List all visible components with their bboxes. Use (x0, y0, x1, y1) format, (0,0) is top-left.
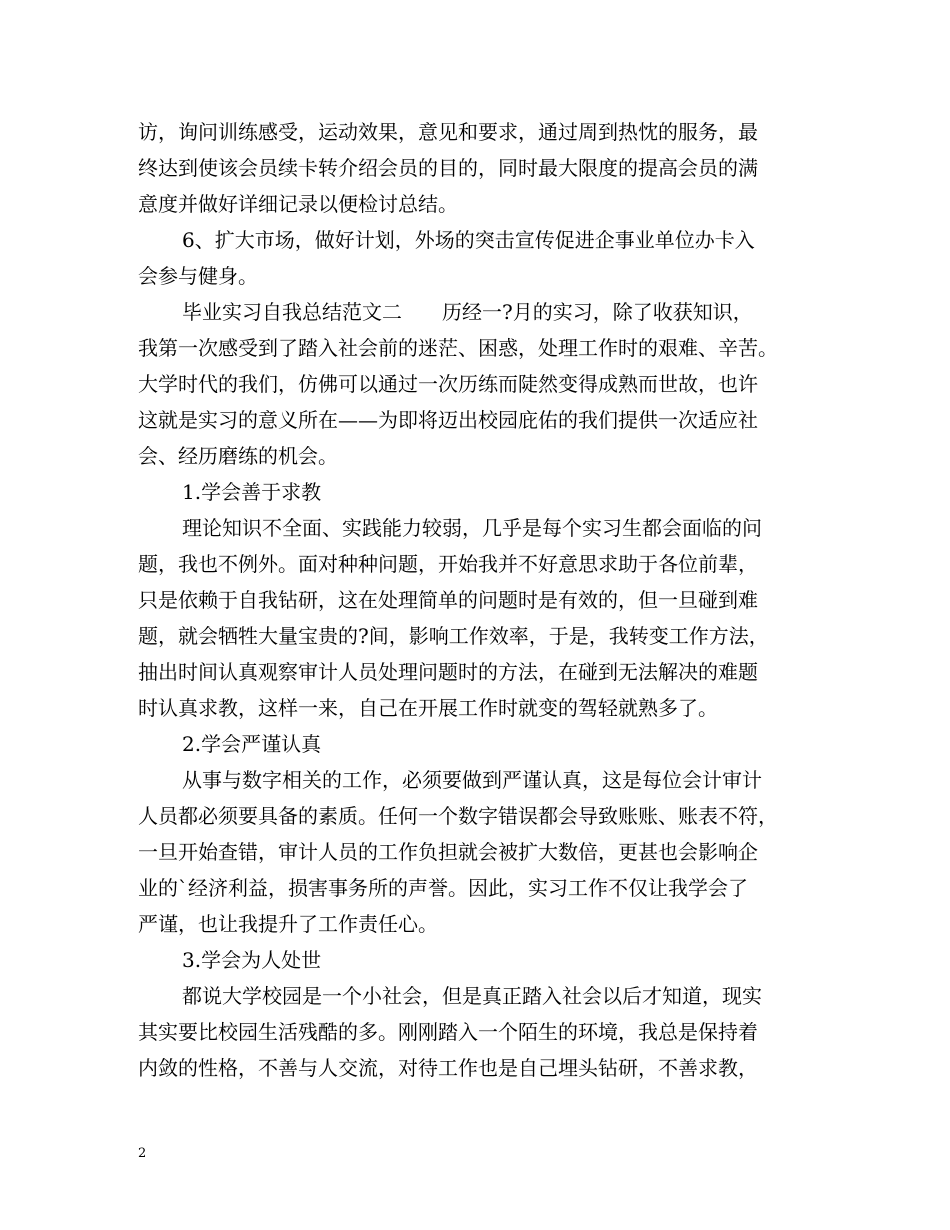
text-line: 内敛的性格，不善与人交流，对待工作也是自己埋头钻研，不善求教， (138, 1056, 758, 1080)
text-line: 访，询问训练感受，运动效果，意见和要求，通过周到热忱的服务，最 (138, 120, 758, 144)
text-line: 严谨，也让我提升了工作责任心。 (138, 912, 438, 936)
text-line: 3.学会为人处世 (182, 948, 322, 972)
page-number: 2 (138, 1146, 147, 1161)
text-line: 业的`经济利益，损害事务所的声誉。因此，实习工作不仅让我学会了 (138, 876, 748, 900)
text-line: 1.学会善于求教 (182, 480, 322, 504)
text-line: 从事与数字相关的工作，必须要做到严谨认真，这是每位会计审计 (182, 768, 762, 792)
body-text (138, 114, 818, 1086)
text-line: 题，就会牺牲大量宝贵的?间，影响工作效率，于是，我转变工作方法， (138, 624, 769, 648)
text-line: 这就是实习的意义所在——为即将迈出校园庇佑的我们提供一次适应社 (138, 408, 758, 432)
text-line: 抽出时间认真观察审计人员处理问题时的方法，在碰到无法解决的难题 (138, 660, 758, 684)
text-line: 我第一次感受到了踏入社会前的迷茫、困惑，处理工作时的艰难、辛苦。 (138, 336, 778, 360)
text-line: 毕业实习自我总结范文二 历经一?月的实习，除了收获知识， (182, 300, 753, 324)
text-line: 会参与健身。 (138, 264, 258, 288)
text-line: 意度并做好详细记录以便检讨总结。 (138, 192, 458, 216)
text-line: 只是依赖于自我钻研，这在处理简单的问题时是有效的，但一旦碰到难 (138, 588, 758, 612)
text-line: 终达到使该会员续卡转介绍会员的目的，同时最大限度的提高会员的满 (138, 156, 758, 180)
text-line: 6、扩大市场，做好计划，外场的突击宣传促进企事业单位办卡入 (182, 228, 755, 252)
text-line: 理论知识不全面、实践能力较弱，几乎是每个实习生都会面临的问 (182, 516, 762, 540)
text-line: 时认真求教，这样一来，自己在开展工作时就变的驾轻就熟多了。 (138, 696, 718, 720)
text-line: 一旦开始查错，审计人员的工作负担就会被扩大数倍，更甚也会影响企 (138, 840, 758, 864)
text-line: 其实要比校园生活残酷的多。刚刚踏入一个陌生的环境，我总是保持着 (138, 1020, 758, 1044)
text-line: 2.学会严谨认真 (182, 732, 322, 756)
text-line: 都说大学校园是一个小社会，但是真正踏入社会以后才知道，现实 (182, 984, 762, 1008)
text-line: 题，我也不例外。面对种种问题，开始我并不好意思求助于各位前辈， (138, 552, 758, 576)
text-line: 会、经历磨练的机会。 (138, 444, 338, 468)
text-line: 人员都必须要具备的素质。任何一个数字错误都会导致账账、账表不符， (138, 804, 778, 828)
text-line: 大学时代的我们，仿佛可以通过一次历练而陡然变得成熟而世故，也许 (138, 372, 758, 396)
